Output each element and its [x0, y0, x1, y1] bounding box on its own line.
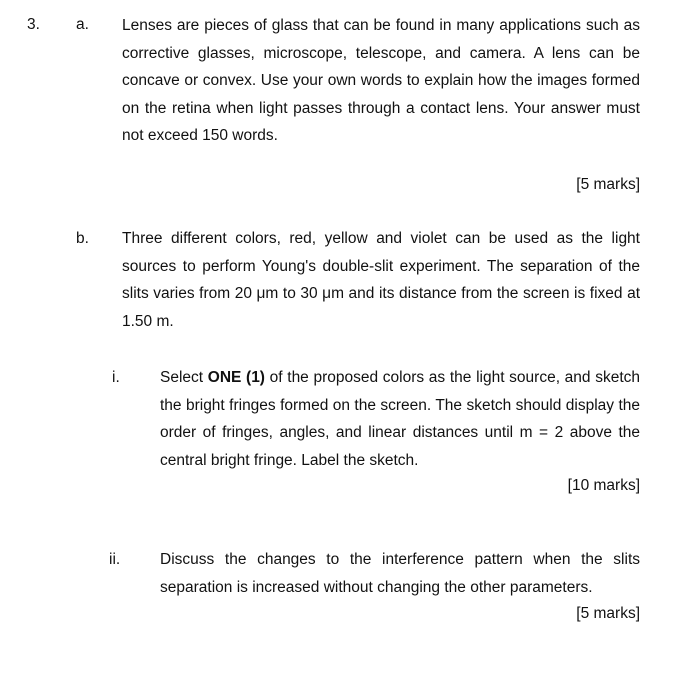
- sub-i-text-after: of the proposed colors as the light source, and sketch the bright fringes formed on the screen. The sketch should display the order of fringes, angles, and linear distances until m = 2 above the central bright fringe. Label the sketch.: [160, 369, 641, 469]
- part-a-marks: [5 marks]: [576, 176, 640, 193]
- sub-i-text-before: Select: [160, 369, 208, 386]
- part-b-label: b.: [76, 230, 89, 247]
- sub-ii-label: ii.: [109, 551, 121, 568]
- part-b-text: Three different colors, red, yellow and violet can be used as the light sources to perform Young's double-slit experiment. The separation of the slits varies from 20 μm to 30 μm and its distance from the screen is fixed at 1.50 m.: [122, 230, 640, 330]
- sub-ii-marks: [5 marks]: [576, 605, 640, 622]
- sub-i-marks: [10 marks]: [567, 477, 640, 494]
- sub-ii-text: Discuss the changes to the interference pattern when the slits separation is increased without changing the other parameters.: [160, 551, 640, 596]
- sub-i-label: i.: [112, 369, 120, 386]
- part-a-text: Lenses are pieces of glass that can be found in many applications such as corrective glasses, microscope, telescope, and camera. A lens can be concave or convex. Use your own words to explain how the images formed on the retina when light passes through a contact lens. Your answer must not exceed 150 words.: [122, 17, 640, 145]
- sub-i-text: [160, 364, 640, 474]
- part-a-label: a.: [76, 16, 89, 33]
- question-number: 3.: [27, 16, 40, 33]
- sub-i-text-bold: ONE (1): [207, 369, 265, 386]
